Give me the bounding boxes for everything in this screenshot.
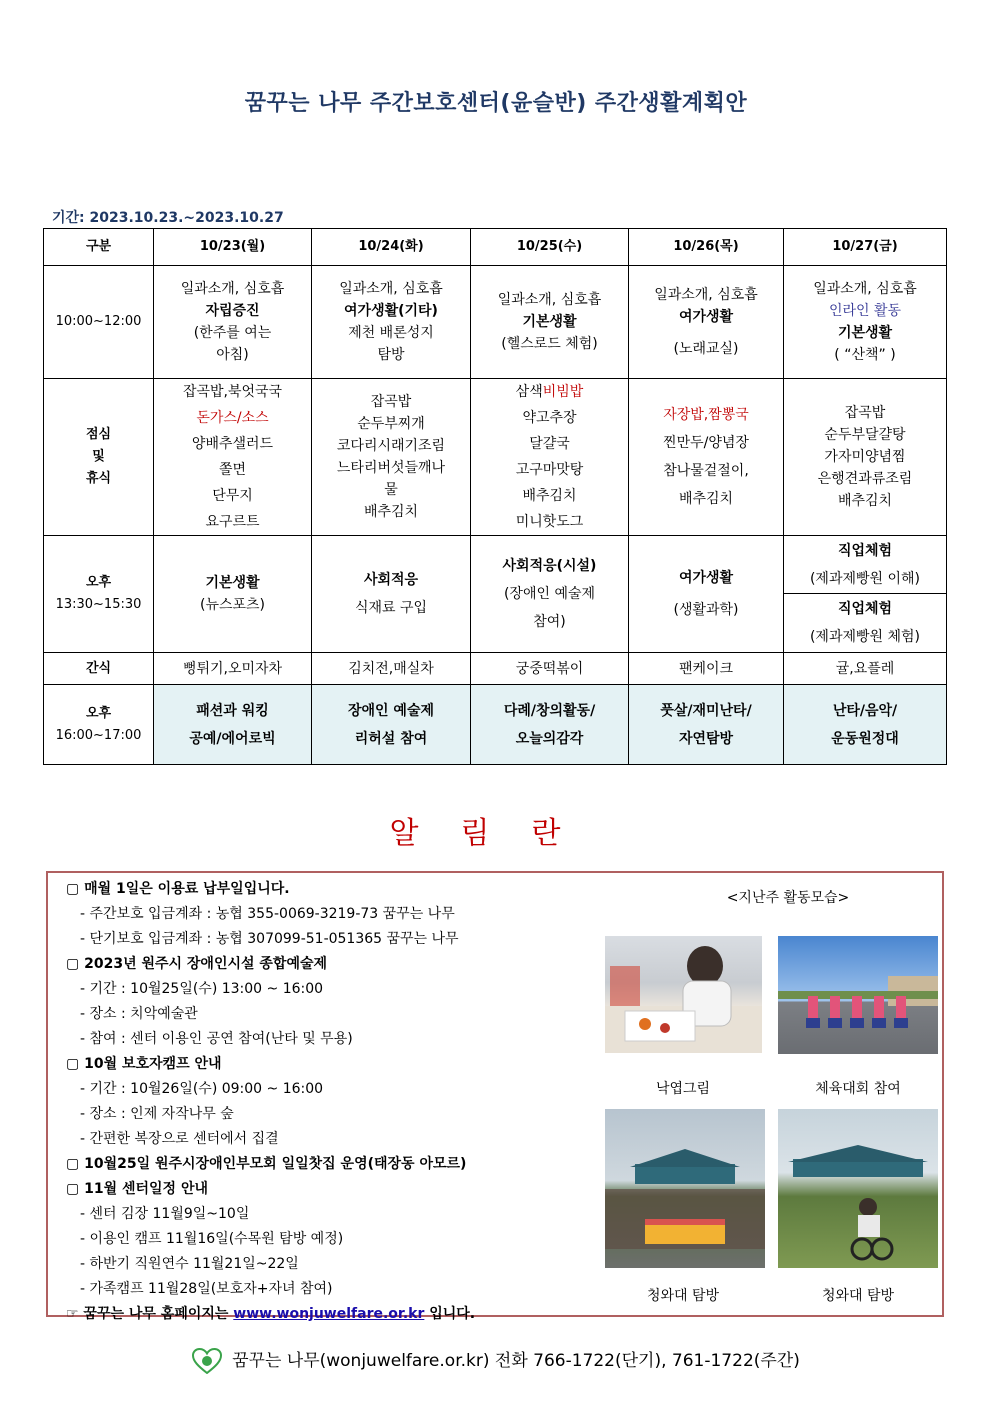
table-cell: 여가생활 (생활과학) <box>629 536 784 653</box>
table-row-morning <box>44 266 947 379</box>
table-cell: 일과소개, 심호흡 여가생활 (노래교실) <box>629 266 784 379</box>
table-row-afternoon <box>44 536 947 594</box>
table-cell: 귤,요플레 <box>784 653 947 685</box>
page-title: 꿈꾸는 나무 주간보호센터(윤슬반) 주간생활계획안 <box>244 91 748 116</box>
photo-cheongwadae-group <box>605 1109 765 1268</box>
photos-title: <지난주 활동모습> <box>726 890 850 906</box>
photo-caption: 청와대 탐방 <box>821 1288 895 1304</box>
photo-cheongwadae-visit-illustration <box>778 1109 938 1268</box>
notice-item: - 하반기 직원연수 11월21일~22일 <box>80 1256 299 1272</box>
table-cell: 기본생활 (뉴스포츠) <box>154 536 312 653</box>
notice-section: ▢ 2023년 원주시 장애인시설 종합예술제 <box>66 956 328 972</box>
photo-leaf-painting <box>605 936 762 1053</box>
footer <box>0 1346 992 1374</box>
col-header-day: 10/25(수) <box>471 229 629 266</box>
table-cell: 잡곡밥,북엇국국 돈가스/소스 양배추샐러드 쫄면 단무지 요구르트 <box>154 379 312 536</box>
row-label: 오후 16:00~17:00 <box>44 685 154 765</box>
table-cell: 일과소개, 심호흡 여가생활(기타) 제천 배론성지 탐방 <box>312 266 471 379</box>
table-row-late-afternoon <box>44 685 947 765</box>
col-header-day: 10/27(금) <box>784 229 947 266</box>
table-cell: 삼색비빔밥 약고추장 달걀국 고구마맛탕 배추김치 미니핫도그 <box>471 379 629 536</box>
table-cell: 팬케이크 <box>629 653 784 685</box>
photo-caption: 체육대회 참여 <box>815 1081 901 1097</box>
table-cell: 패션과 워킹 공예/에어로빅 <box>154 685 312 765</box>
table-cell: 사회적응 식재료 구입 <box>312 536 471 653</box>
homepage-link[interactable]: www.wonjuwelfare.or.kr <box>233 1306 425 1322</box>
table-cell: 다례/창의활동/ 오늘의감각 <box>471 685 629 765</box>
table-cell: 풋살/재미난타/ 자연탐방 <box>629 685 784 765</box>
photo-cheongwadae-visit <box>778 1109 938 1268</box>
notice-item: - 센터 김장 11월9일~10일 <box>80 1206 250 1222</box>
period-label: 기간: 2023.10.23.~2023.10.27 <box>52 210 284 226</box>
photo-caption: 낙엽그림 <box>655 1081 711 1097</box>
table-cell: 일과소개, 심호흡 기본생활 (헬스로드 체험) <box>471 266 629 379</box>
photo-sports-day <box>778 936 938 1054</box>
table-cell: 일과소개, 심호흡 인라인 활동 기본생활 ( “산책” ) <box>784 266 947 379</box>
heart-logo-icon <box>192 1348 222 1374</box>
table-cell: 궁중떡볶이 <box>471 653 629 685</box>
table-header-row <box>44 229 947 266</box>
photo-sports-day-illustration <box>778 936 938 1054</box>
table-cell: 직업체험 (제과제빵원 이해) <box>784 536 947 594</box>
notice-list <box>66 877 606 1327</box>
notice-section: ▢ 10월 보호자캠프 안내 <box>66 1056 222 1072</box>
weekly-plan-table <box>43 228 947 765</box>
table-cell: 김치전,매실차 <box>312 653 471 685</box>
row-label: 10:00~12:00 <box>44 266 154 379</box>
notice-box <box>46 871 944 1322</box>
row-label: 점심 및 휴식 <box>44 379 154 536</box>
table-cell: 장애인 예술제 리허설 참여 <box>312 685 471 765</box>
row-label: 간식 <box>44 653 154 685</box>
homepage-line: ☞ 꿈꾸는 나무 홈페이지는 www.wonjuwelfare.or.kr 입니다. <box>66 1306 476 1322</box>
col-header-day: 10/26(목) <box>629 229 784 266</box>
notice-section: ▢ 10월25일 원주시장애인부모회 일일찻집 운영(태장동 아모르) <box>66 1156 467 1172</box>
table-row-lunch <box>44 379 947 536</box>
col-header-day: 10/23(월) <box>154 229 312 266</box>
photo-cheongwadae-group-illustration <box>605 1109 765 1268</box>
col-header-day: 10/24(화) <box>312 229 471 266</box>
table-row-snack <box>44 653 947 685</box>
table-cell: 자장밥,짬뽕국 찐만두/양념장 참나물겉절이, 배추김치 <box>629 379 784 536</box>
notice-item: - 간편한 복장으로 센터에서 집결 <box>80 1131 279 1147</box>
table-cell: 사회적응(시설) (장애인 예술제 참여) <box>471 536 629 653</box>
notice-item: - 장소 : 인제 자작나무 숲 <box>80 1106 234 1122</box>
notice-item: - 주간보호 입금계좌 : 농협 355-0069-3219-73 꿈꾸는 나무 <box>80 906 455 922</box>
table-cell: 잡곡밥 순두부찌개 코다리시래기조림 느타리버섯들깨나 물 배추김치 <box>312 379 471 536</box>
notice-item: - 참여 : 센터 이용인 공연 참여(난타 및 무용) <box>80 1031 353 1047</box>
notice-item: - 장소 : 치악예술관 <box>80 1006 198 1022</box>
notice-item: - 이용인 캠프 11월16일(수목원 탐방 예정) <box>80 1231 344 1247</box>
notice-item: - 가족캠프 11월28일(보호자+자녀 참여) <box>80 1281 333 1297</box>
photo-caption: 청와대 탐방 <box>646 1288 720 1304</box>
notice-heading: 알림란 <box>389 816 603 851</box>
table-cell: 뻥튀기,오미자차 <box>154 653 312 685</box>
notice-section: ▢ 11월 센터일정 안내 <box>66 1181 208 1197</box>
notice-item: - 기간 : 10월26일(수) 09:00 ~ 16:00 <box>80 1081 324 1097</box>
table-cell: 일과소개, 심호흡 자립증진 (한주를 여는 아침) <box>154 266 312 379</box>
notice-item: - 기간 : 10월25일(수) 13:00 ~ 16:00 <box>80 981 324 997</box>
photo-leaf-painting-illustration <box>605 936 762 1053</box>
notice-item: - 단기보호 입금계좌 : 농협 307099-51-051365 꿈꾸는 나무 <box>80 931 459 947</box>
table-cell: 잡곡밥 순두부달걀탕 가자미양념찜 은행견과류조림 배추김치 <box>784 379 947 536</box>
notice-section: ▢ 매월 1일은 이용료 납부일입니다. <box>66 881 290 897</box>
table-cell: 난타/음악/ 운동원정대 <box>784 685 947 765</box>
row-label: 오후 13:30~15:30 <box>44 536 154 653</box>
col-header-category: 구분 <box>44 229 154 266</box>
table-cell: 직업체험 (제과제빵원 체험) <box>784 594 947 653</box>
footer-text: 꿈꾸는 나무(wonjuwelfare.or.kr) 전화 766-1722(단기), 761-1722(주간) <box>232 1351 800 1371</box>
